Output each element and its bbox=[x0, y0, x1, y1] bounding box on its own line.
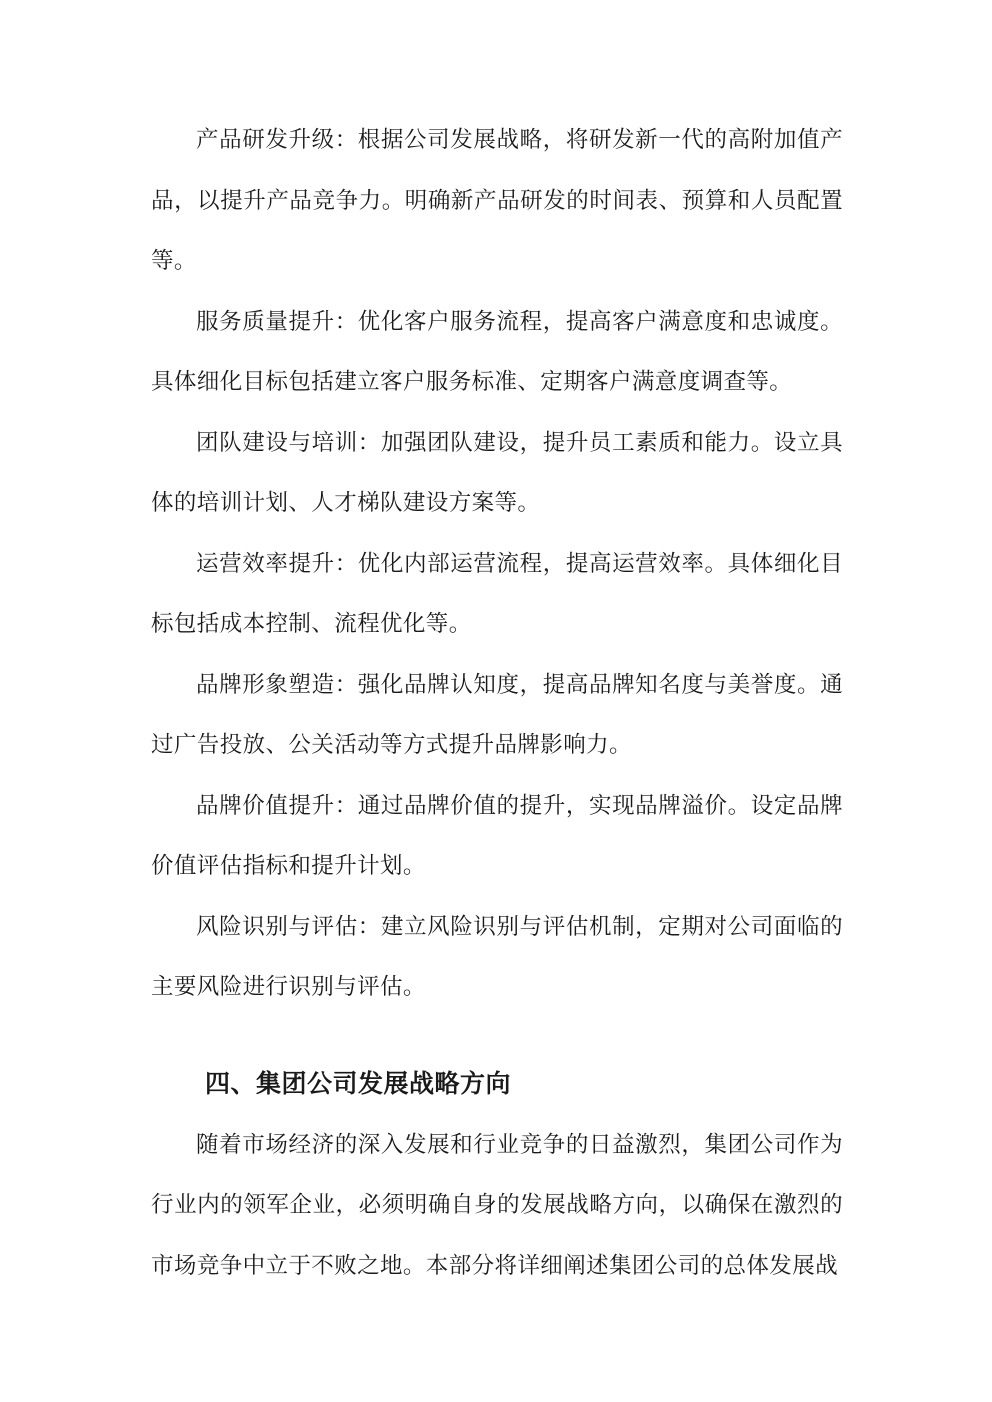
section-intro-paragraph: 随着市场经济的深入发展和行业竞争的日益激烈，集团公司作为行业内的领军企业，必须明确自身的发展战略方向，以确保在激烈的市场竞争中立于不败之地。本部分将详细阐述集团公司的总体发展战 bbox=[151, 1131, 843, 1279]
paragraph-brand-image: 品牌形象塑造：强化品牌认知度，提高品牌知名度与美誉度。通过广告投放、公关活动等方式提升品牌影响力。 bbox=[151, 671, 843, 758]
document-page bbox=[151, 110, 843, 1296]
paragraph-brand-value: 品牌价值提升：通过品牌价值的提升，实现品牌溢价。设定品牌价值评估指标和提升计划。 bbox=[151, 792, 843, 879]
paragraph-service-quality: 服务质量提升：优化客户服务流程，提高客户满意度和忠诚度。具体细化目标包括建立客户服务标准、定期客户满意度调查等。 bbox=[151, 308, 843, 395]
paragraph-team-building: 团队建设与培训：加强团队建设，提升员工素质和能力。设立具体的培训计划、人才梯队建设方案等。 bbox=[151, 429, 843, 516]
paragraph-operational-efficiency: 运营效率提升：优化内部运营流程，提高运营效率。具体细化目标包括成本控制、流程优化等。 bbox=[151, 550, 843, 637]
paragraph-product-rd: 产品研发升级：根据公司发展战略，将研发新一代的高附加值产品，以提升产品竞争力。明确新产品研发的时间表、预算和人员配置等。 bbox=[151, 127, 843, 274]
paragraph-risk-assessment: 风险识别与评估：建立风险识别与评估机制，定期对公司面临的主要风险进行识别与评估。 bbox=[151, 913, 843, 1000]
section-heading: 四、集团公司发展战略方向 bbox=[205, 1068, 512, 1098]
